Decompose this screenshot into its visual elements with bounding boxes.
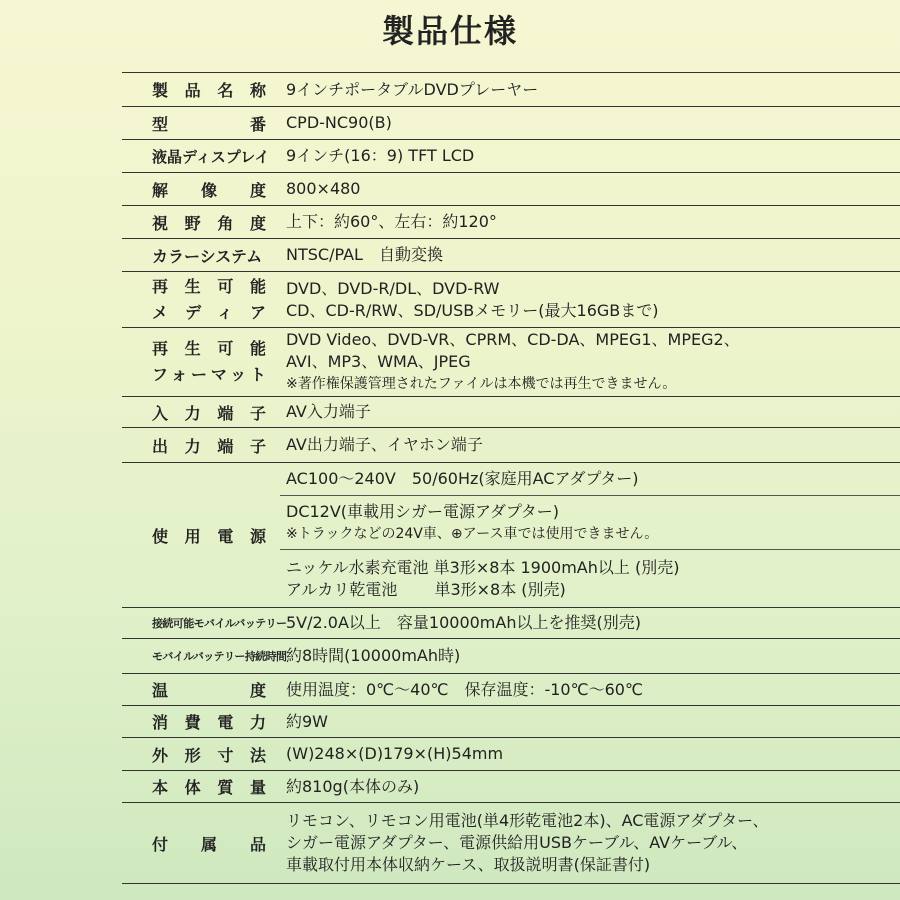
page-title: 製品仕様 (381, 12, 518, 50)
spec-row-mobile-battery (122, 607, 900, 638)
spec-row-dimensions (122, 737, 900, 770)
spec-value: DVD、DVD-R/DL、DVD-RW CD、CD-R/RW、SD/USBメモリー(最大16GBまで) (286, 278, 659, 320)
spec-row-display (122, 139, 900, 172)
spec-value: リモコン、リモコン用電池(単4形乾電池2本)、AC電源アダプター、 シガー電源アダプター、電源供給用USBケーブル、AVケーブル、 車載取付用本体収納ケース、取扱説明書(保証書付) (286, 811, 769, 874)
spec-label: 本体質量 (152, 778, 266, 797)
spec-value: (W)248×(D)179×(H)54mm (286, 744, 504, 763)
spec-label: モバイルバッテリー持続時間 (152, 650, 287, 663)
spec-label: 入力端子 (152, 403, 266, 423)
power-ac: AC100〜240V 50/60Hz(家庭用ACアダプター) (280, 463, 900, 496)
spec-value: 約8時間(10000mAh時) (286, 646, 461, 665)
spec-label: 製品名称 (152, 81, 266, 100)
spec-row-viewing-angle (122, 205, 900, 238)
spec-row-resolution (122, 172, 900, 205)
spec-row-weight (122, 770, 900, 802)
spec-row-battery-duration (122, 638, 900, 673)
power-battery: ニッケル水素充電池 単3形×8本 1900mAh以上 (別売) アルカリ乾電池 単3形×8本 (別売) (286, 557, 680, 599)
spec-label: 温度 (152, 681, 266, 700)
spec-label: 型番 (152, 114, 266, 134)
spec-label: 再生可能 メディア (152, 276, 266, 322)
spec-value: AV入力端子 (286, 402, 371, 421)
spec-row-product-name (122, 72, 900, 106)
spec-row-accessories (122, 802, 900, 884)
spec-value: 約9W (286, 711, 329, 731)
spec-value: DVD Video、DVD-VR、CPRM、CD-DA、MPEG1、MPEG2、 AVI、MP3、WMA、JPEG ※著作権保護管理されたファイルは本機では再生できません。 (286, 330, 740, 392)
spec-table (122, 72, 900, 884)
spec-label: 解像度 (152, 180, 266, 200)
spec-label: 使用電源 (152, 526, 266, 546)
power-dc: DC12V(車載用シガー電源アダプター) ※トラックなどの24V車、⊕アース車では使用できません。 (280, 496, 900, 551)
spec-value: CPD-NC90(B) (286, 113, 392, 132)
spec-value: 9インチ(16：9) TFT LCD (286, 146, 475, 165)
spec-row-media (122, 271, 900, 327)
spec-value: AV出力端子、イヤホン端子 (286, 435, 483, 454)
spec-row-color-system (122, 238, 900, 271)
spec-row-model (122, 106, 900, 139)
spec-value: 約810g(本体のみ) (286, 776, 420, 796)
spec-row-power (122, 462, 900, 607)
spec-value: 使用温度：0℃〜40℃ 保存温度：-10℃〜60℃ (286, 679, 643, 699)
spec-value: NTSC/PAL 自動変換 (286, 245, 443, 264)
spec-label: 液晶ディスプレイ (152, 147, 270, 166)
spec-row-output (122, 427, 900, 462)
spec-row-input (122, 396, 900, 427)
spec-label: 再生可能 フォーマット (152, 339, 266, 384)
spec-label: 接続可能モバイルバッテリー (152, 617, 287, 630)
spec-label: カラーシステム (152, 246, 263, 266)
spec-label: 出力端子 (152, 436, 266, 456)
spec-label: 視野角度 (152, 213, 266, 233)
spec-label: 付属品 (152, 834, 266, 854)
spec-row-temperature (122, 673, 900, 705)
spec-value: 5V/2.0A以上 容量10000mAh以上を推奨(別売) (286, 613, 641, 632)
spec-label: 外形寸法 (152, 745, 266, 765)
spec-value: 9インチポータブルDVDプレーヤー (286, 79, 539, 99)
spec-value: 上下：約60°、左右：約120° (286, 212, 497, 231)
spec-row-power-consumption (122, 705, 900, 737)
spec-label: 消費電力 (152, 713, 266, 732)
spec-row-format (122, 327, 900, 396)
spec-value (280, 463, 900, 607)
spec-value: 800×480 (286, 179, 361, 198)
